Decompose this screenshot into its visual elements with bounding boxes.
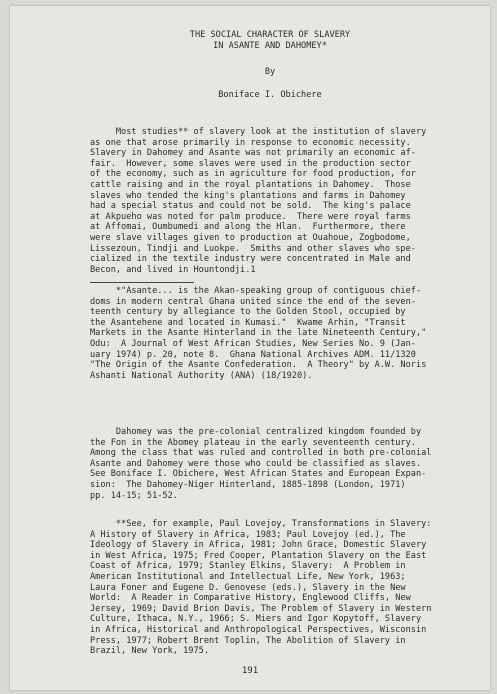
text-line: fair. However, some slaves were used in the production sector xyxy=(90,158,411,169)
text-line: Brazil, New York, 1975. xyxy=(90,646,209,657)
text-line: *"Asante... is the Akan-speaking group of contiguous chief- xyxy=(90,286,422,296)
text-line: in West Africa, 1975; Fred Cooper, Plantation Slavery on the East xyxy=(90,550,427,561)
text-line: teenth century by allegiance to the Golden Stool, occupied by xyxy=(90,307,406,318)
text-line: **See, for example, Paul Lovejoy, Transformations in Slavery: xyxy=(90,519,432,529)
text-line: A History of Slavery in Africa, 1983; Paul Lovejoy (ed.), The xyxy=(90,529,406,540)
text-line: American Institutional and Intellectual Life, New York, 1963; xyxy=(90,571,406,582)
text-line: were slave villages given to production at Ouahoue, Zogbodome, xyxy=(90,232,411,243)
text-line: slaves who tended the king's plantations and farms in Dahomey xyxy=(90,190,406,201)
text-line: Ideology of Slavery in Africa, 1981; John Grace, Domestic Slavery xyxy=(90,540,427,551)
text-line: cialized in the textile industry were concentrated in Male and xyxy=(90,254,411,265)
text-line: World: A Reader in Comparative History, Englewood Cliffs, New xyxy=(90,593,411,604)
text-line: uary 1974) p. 20, note 8. Ghana National Archives ADM. 11/1320 xyxy=(90,349,416,360)
text-line: Most studies** of slavery look at the institution of slavery xyxy=(90,127,427,137)
text-line: Among the class that was ruled and controlled in both pre-colonial xyxy=(90,448,432,459)
text-line: "The Origin of the Asante Confederation. A Theory" by A.W. Noris xyxy=(90,360,427,371)
text-line: Coast of Africa, 1979; Stanley Elkins, Slavery: A Problem in xyxy=(90,561,406,572)
body-paragraph-dahomey xyxy=(90,427,450,501)
text-line: Jersey, 1969; David Brion Davis, The Problem of Slavery in Western xyxy=(90,603,432,614)
article-title xyxy=(90,30,450,51)
text-line: doms in modern central Ghana united since the end of the seven- xyxy=(90,296,416,307)
text-line: Lissezoun, Tindji and Luokpe. Smiths and other slaves who spe- xyxy=(90,243,416,254)
text-line: Slavery in Dahomey and Asante was not primarily an economic af- xyxy=(90,148,416,159)
text-line: Press, 1977; Robert Brent Toplin, The Abolition of Slavery in xyxy=(90,635,406,646)
text-line: Markets in the Asante Hinterland in the late Nineteenth Century," xyxy=(90,328,427,339)
text-line: Culture, Ithaca, N.Y., 1966; S. Miers and Igor Kopytoff, Slavery xyxy=(90,614,422,625)
text-line: pp. 14-15; 51-52. xyxy=(90,490,178,501)
text-line: had a special status and could not be sold. The king's palace xyxy=(90,201,411,212)
text-line: at Affomai, Oumbumedi and along the Hlan. Furthermore, there xyxy=(90,222,406,233)
footnote-divider xyxy=(90,282,194,283)
text-line: cattle raising and in the royal plantations in Dahomey. Those xyxy=(90,179,411,190)
text-line: of the economy, such as in agriculture for food production, for xyxy=(90,169,416,180)
text-line: at Akpueho was noted for palm produce. There were royal farms xyxy=(90,211,411,222)
body-paragraph-1 xyxy=(90,127,450,275)
text-line: Dahomey was the pre-colonial centralized kingdom founded by xyxy=(90,427,422,437)
text-line: Asante and Dahomey were those who could be classified as slaves. xyxy=(90,458,422,469)
document-page xyxy=(10,6,490,690)
byline: By xyxy=(264,67,276,77)
page-number: 191 xyxy=(241,666,259,676)
title-line-2: IN ASANTE AND DAHOMEY* xyxy=(213,40,327,51)
footnote-asante xyxy=(90,286,450,381)
text-line: Laura Foner and Eugene D. Genovese (eds.), Slavery in the New xyxy=(90,582,406,593)
footnote-studies xyxy=(90,519,450,657)
text-line: the Fon in the Abomey plateau in the early seventeenth century. xyxy=(90,437,416,448)
text-line: sion: The Dahomey-Niger Hinterland, 1885-1898 (London, 1971) xyxy=(90,479,406,490)
text-line: Odu: A Journal of West African Studies, New Series No. 9 (Jan- xyxy=(90,338,416,349)
text-line: in Africa, Historical and Anthropological Perspectives, Wisconsin xyxy=(90,624,427,635)
title-line-1: THE SOCIAL CHARACTER OF SLAVERY xyxy=(189,30,351,40)
text-line: Becon, and lived in Hountondji.1 xyxy=(90,264,256,275)
text-line: See Boniface I. Obichere, West African States and European Expan- xyxy=(90,469,427,480)
text-line: as one that arose primarily in response to economic necessity. xyxy=(90,137,411,148)
text-line: the Asantehene and located in Kumasi." Kwame Arhin, "Transit xyxy=(90,317,406,328)
text-line: Ashanti National Authority (ANA) (18/1920). xyxy=(90,370,313,381)
author-name: Boniface I. Obichere xyxy=(218,90,322,100)
